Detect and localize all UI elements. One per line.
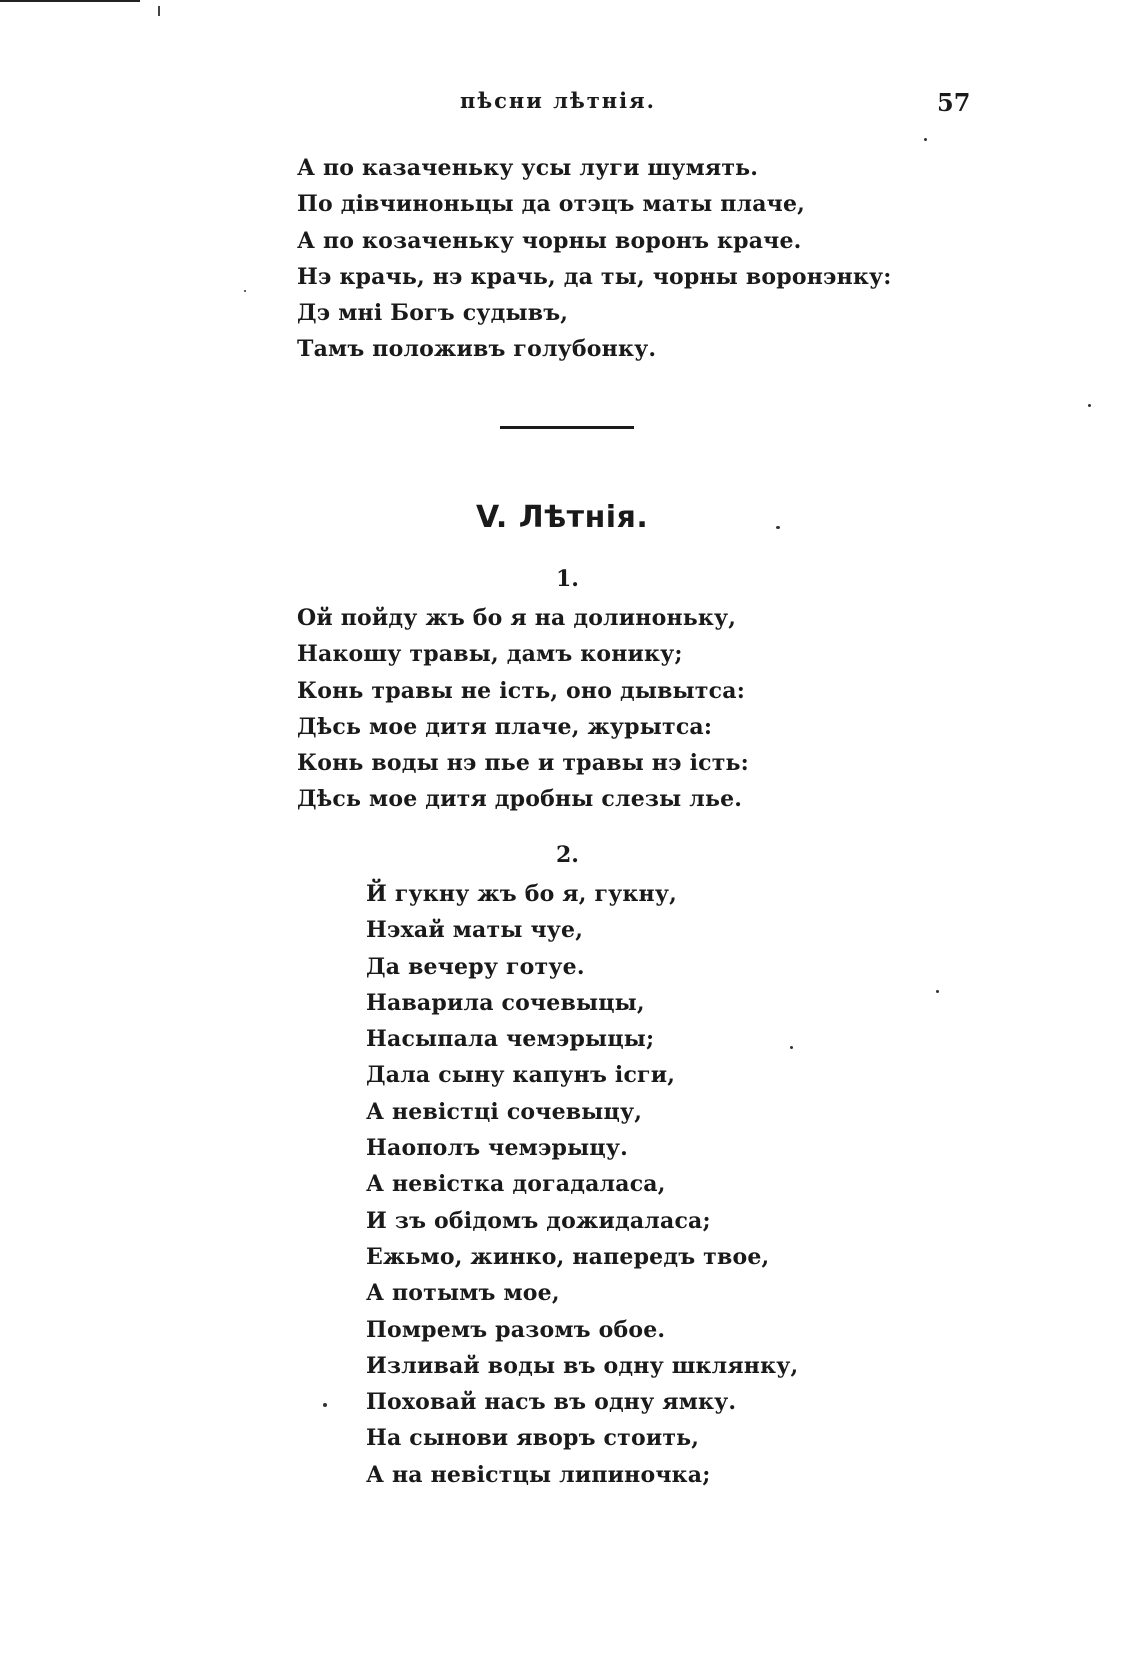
poem-number-2: 2. xyxy=(556,842,579,868)
scan-speck xyxy=(924,138,927,141)
verse-line: Тамъ положивъ голубонку. xyxy=(297,336,657,363)
verse-line: И зъ обідомъ дожидаласа; xyxy=(366,1207,711,1234)
verse-line: А потымъ мое, xyxy=(366,1280,560,1307)
verse-line: А невістці сочевыцу, xyxy=(366,1098,643,1125)
verse-line: Ежьмо, жинко, напередъ твое, xyxy=(366,1243,770,1270)
verse-line: На сынови яворъ стоить, xyxy=(366,1425,700,1452)
poem-1 xyxy=(297,600,749,818)
verse-line: Поховай насъ въ одну ямку. xyxy=(366,1389,737,1416)
scan-speck xyxy=(1088,404,1091,407)
scan-speck xyxy=(936,990,939,993)
verse-line: Дала сыну капунъ ісги, xyxy=(366,1062,676,1089)
scan-edge-tick xyxy=(158,6,160,16)
verse-line: По дівчиноньцы да отэцъ маты плаче, xyxy=(297,191,806,218)
verse-line: Дѣсь мое дитя дробны слезы лье. xyxy=(297,786,743,813)
verse-line: Дэ мні Богъ судывъ, xyxy=(297,300,569,327)
verse-line: Конь травы не ість, оно дывытса: xyxy=(297,677,746,704)
verse-line: Накошу травы, дамъ конику; xyxy=(297,641,683,668)
verse-line: Наварила сочевыцы, xyxy=(366,989,645,1016)
verse-line: Да вечеру готуе. xyxy=(366,953,585,980)
verse-line: Изливай воды въ одну шклянку, xyxy=(366,1352,799,1379)
poem-2 xyxy=(366,876,798,1493)
scan-speck xyxy=(323,1403,327,1407)
verse-line: Насыпала чемэрыцы; xyxy=(366,1026,655,1053)
page-number: 57 xyxy=(937,88,971,117)
verse-line: Дѣсь мое дитя плаче, журытса: xyxy=(297,713,713,740)
section-divider xyxy=(500,426,634,429)
section-title: V. Лѣтнія. xyxy=(476,500,649,535)
verse-line: А по казаченьку усы луги шумять. xyxy=(297,155,759,181)
verse-line: Нэ крачь, нэ крачь, да ты, чорны воронэнку: xyxy=(297,263,892,290)
scan-speck xyxy=(790,1046,793,1049)
scan-speck xyxy=(776,526,780,529)
verse-line: Помремъ разомъ обое. xyxy=(366,1316,666,1343)
running-head: пѣсни лѣтнія. xyxy=(460,88,656,113)
scan-edge-mark xyxy=(0,0,140,2)
verse-line: А на невістцы липиночка; xyxy=(366,1461,711,1488)
verse-line: А по козаченьку чорны воронъ краче. xyxy=(297,227,802,254)
verse-line: Й гукну жъ бо я, гукну, xyxy=(366,881,677,907)
scan-speck xyxy=(244,290,246,292)
verse-line: Ой пойду жъ бо я на долиноньку, xyxy=(297,605,737,631)
verse-line: Конь воды нэ пье и травы нэ ість: xyxy=(297,750,750,777)
verse-line: Нэхай маты чуе, xyxy=(366,917,584,944)
top-stanza xyxy=(297,150,892,368)
verse-line: Наополъ чемэрыцу. xyxy=(366,1135,628,1162)
verse-line: А невістка догадаласа, xyxy=(366,1171,666,1198)
poem-number-1: 1. xyxy=(556,566,579,592)
